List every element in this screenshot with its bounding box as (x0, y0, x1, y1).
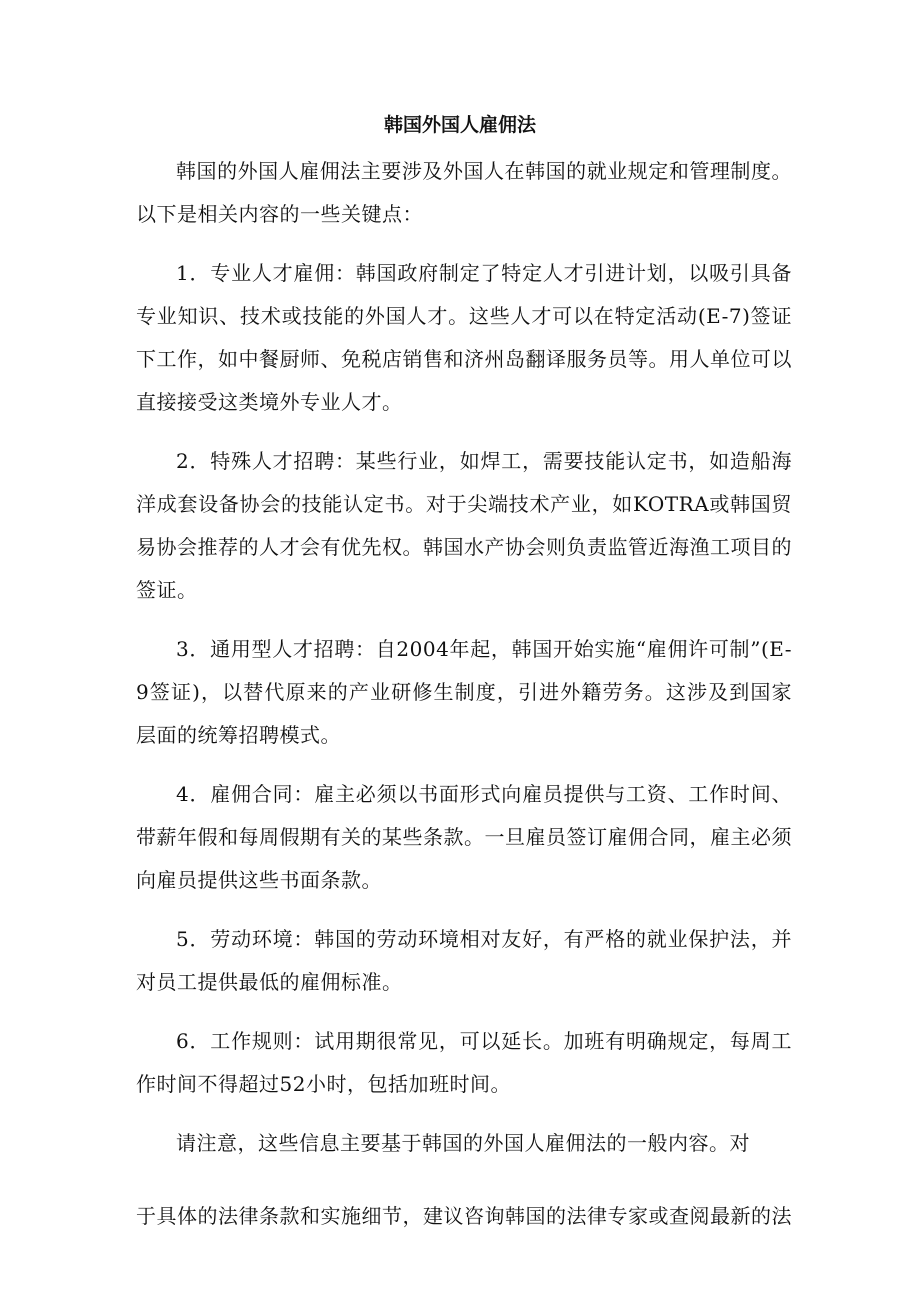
page-title: 韩国外国人雇佣法 (383, 114, 536, 136)
closing-paragraph: 请注意，这些信息主要基于韩国的外国人雇佣法的一般内容。对 (176, 1131, 750, 1155)
point-4-employment-contract: 4．雇佣合同：雇主必须以书面形式向雇员提供与工资、工作时间、带薪年假和每周假期有关的某些条款。一旦雇员签订雇佣合同，雇主必须向雇员提供这些书面条款。 (136, 782, 792, 892)
point-1-professional-talent: 1．专业人才雇佣：韩国政府制定了特定人才引进计划，以吸引具备专业知识、技术或技能的外国人才。这些人才可以在特定活动(E-7)签证下工作，如中餐厨师、免税店销售和济州岛翻译服务员等。用人单位可以直接接受这类境外专业人才。 (136, 261, 792, 414)
document-body (136, 150, 792, 1238)
point-3-general-talent: 3．通用型人才招聘：自2004年起，韩国开始实施“雇佣许可制”(E-9签证)，以替代原来的产业研修生制度，引进外籍劳务。这涉及到国家层面的统筹招聘模式。 (136, 637, 792, 747)
intro-paragraph: 韩国的外国人雇佣法主要涉及外国人在韩国的就业规定和管理制度。以下是相关内容的一些关键点： (136, 159, 792, 226)
point-6-work-rules: 6．工作规则：试用期很常见，可以延长。加班有明确规定，每周工作时间不得超过52小时，包括加班时间。 (136, 1029, 792, 1096)
point-2-special-talent: 2．特殊人才招聘：某些行业，如焊工，需要技能认定书，如造船海洋成套设备协会的技能认定书。对于尖端技术产业，如KOTRA或韩国贸易协会推荐的人才会有优先权。韩国水产协会则负责监管近海渔工项目的签证。 (136, 449, 792, 602)
closing-continuation: 于具体的法律条款和实施细节，建议咨询韩国的法律专家或查阅最新的法 (136, 1204, 792, 1228)
point-5-labor-environment: 5．劳动环境：韩国的劳动环境相对友好，有严格的就业保护法，并对员工提供最低的雇佣标准。 (136, 927, 792, 994)
